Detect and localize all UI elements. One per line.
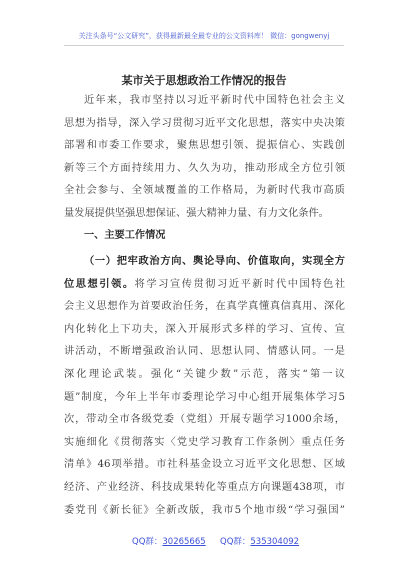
- intro-line: 新等三个方面持续用力、久久为功，推动形成全方位引领: [64, 162, 345, 174]
- subsection-line: 实施细化《贯彻落实〈党史学习教育工作条例〉重点任务: [64, 436, 345, 448]
- subsection-line: 内化转化上下功夫，深入开展形式多样的学习、宣传、宣: [64, 323, 345, 335]
- intro-line: 部署和市委工作要求，聚焦思想引领、提振信心、实践创: [64, 140, 345, 152]
- qq-label: QQ群：: [132, 537, 163, 547]
- qq-label: QQ群：: [220, 537, 251, 547]
- subsection-line-text: 将学习宣传贯彻习近平新时代中国特色社: [134, 278, 345, 290]
- subsection-line: 次，带动全市各级党委（党组）开展专题学习1000余场，: [64, 414, 345, 426]
- subsection-line: 会主义思想作为首要政治任务，在真学真懂真信真用、深化: [64, 301, 345, 313]
- intro-line: 近年来，我市坚持以习近平新时代中国特色社会主义: [84, 95, 345, 106]
- footer-qq-group-1: [132, 535, 206, 547]
- subsection-heading-tail: 位思想引领。: [64, 277, 135, 290]
- subsection-line: [64, 273, 345, 297]
- footer-qq-group-2: [220, 535, 299, 547]
- document-title: 某市关于思想政治工作情况的报告: [121, 74, 287, 87]
- subsection-line: 深化理论武装。强化“关键少数”示范，落实“第一议: [64, 368, 345, 380]
- subsection-line: 清单》46项举措。市社科基金设立习近平文化思想、区域: [64, 459, 345, 471]
- qq-number-link[interactable]: 30265665: [162, 537, 206, 547]
- subsection-line: 经济、产业经济、科技成果转化等重点方向课题438项，市: [64, 481, 345, 493]
- subsection-line: 题”制度，今年上半年市委理论学习中心组开展集体学习5: [64, 391, 345, 403]
- subsection-line: 委党刊《新长征》全新改版，我市5个地市级“学习强国”: [64, 504, 345, 516]
- intro-paragraph: [64, 90, 345, 226]
- intro-line: 思想为指导，深入学习贯彻习近平文化思想，落实中央决策: [64, 117, 345, 129]
- subsection-paragraph: [64, 250, 345, 522]
- subsection-heading: （一）把牢政治方向、舆论导向、价值取向，实现全方: [84, 255, 345, 267]
- intro-line: 全社会参与、全领域覆盖的工作格局，为新时代我市高质: [64, 185, 345, 197]
- section-heading-main-work: 一、主要工作情况: [84, 229, 166, 241]
- subsection-line: 讲活动，不断增强政治认同、思想认同、情感认同。一是: [64, 346, 345, 358]
- header-promo-note: 关注头条号“公文研究”，获得最新最全最专业的公文资料库！ 微信：gongwenyj: [78, 32, 330, 40]
- header-divider: [64, 45, 344, 46]
- intro-line: 量发展提供坚强思想保证、强大精神力量、有力文化条件。: [64, 207, 329, 219]
- qq-number-link[interactable]: 535304092: [250, 537, 300, 547]
